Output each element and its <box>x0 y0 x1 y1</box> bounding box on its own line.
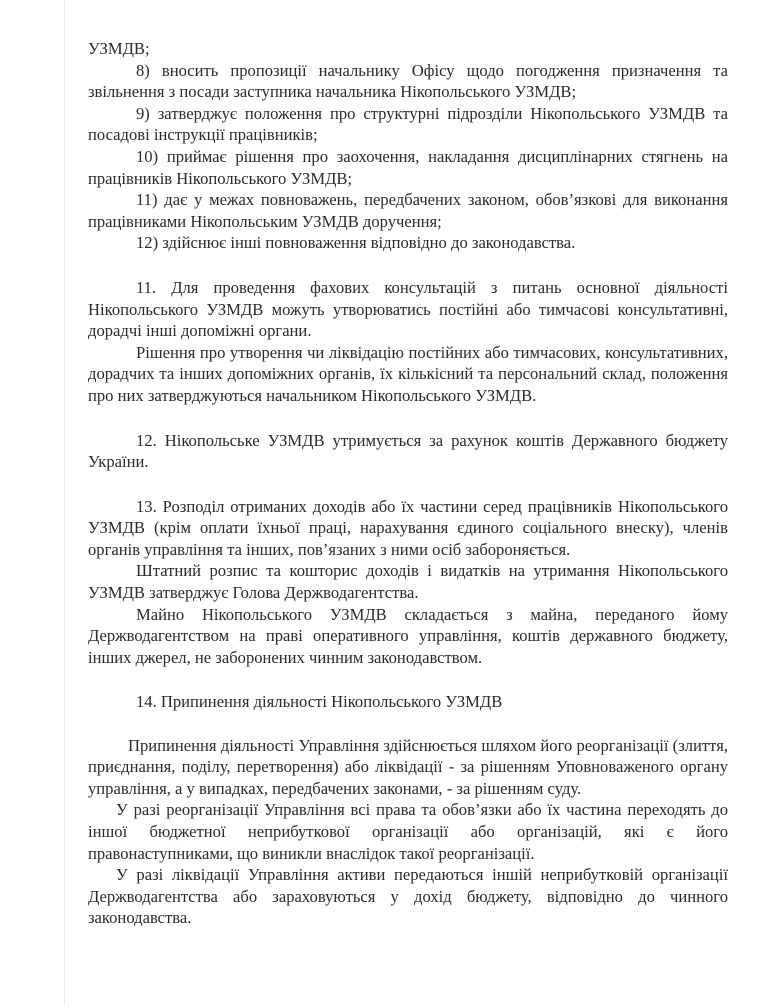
section-14-paragraph-2: У разі реорганізації Управління всі права та обов’язки або їх частина переходять до іншої бюджетної неприбуткової організації або організацій, які є його правонаступниками, що виникли внаслідок такої реорганізації. <box>88 800 728 863</box>
section-14-heading: 14. Припинення діяльності Нікопольського УЗМДВ <box>136 692 503 712</box>
section-13-paragraph-3: Майно Нікопольського УЗМДВ складається з майна, переданого йому Держводагентством на праві оперативного управління, коштів державного бюджету, інших джерел, не заборонених чинним законодавством. <box>88 604 728 667</box>
section-14-paragraph-1: Припинення діяльності Управління здійснюється шляхом його реорганізації (злиття, приєднання, поділу, перетворення) або ліквідації - за рішенням Уповноваженого органу управління, а у випадках, передбачених законами, - за рішенням суду. <box>88 735 728 798</box>
section-13-paragraph-1: 13. Розподіл отриманих доходів або їх частини серед працівників Нікопольського УЗМДВ (крім оплати їхньої праці, нарахування єдиного соціального внеску), членів органів управління та інших, пов’язаних з ними осіб забороняється. <box>88 496 728 559</box>
list-item-12: 12) здійснює інші повноваження відповідно до законодавства. <box>136 233 576 253</box>
list-item-11: 11) дає у межах повноважень, передбачених законом, обов’язкові для виконання працівниками Нікопольським УЗМДВ доручення; <box>88 190 728 231</box>
section-13-paragraph-2: Штатний розпис та кошторис доходів і видатків на утримання Нікопольського УЗМДВ затверджує Голова Держводагентства. <box>88 561 728 603</box>
section-12-paragraph-1: 12. Нікопольське УЗМДВ утримується за рахунок коштів Державного бюджету України. <box>88 430 728 472</box>
section-11-paragraph-1: 11. Для проведення фахових консультацій з питань основної діяльності Нікопольського УЗМДВ можуть утворюватись постійні або тимчасові консультативні, дорадчі інші допоміжні органи. <box>88 277 728 341</box>
list-item-8: 8) вносить пропозиції начальнику Офісу щодо погодження призначення та звільнення з посади заступника начальника Нікопольського УЗМДВ; <box>88 60 728 102</box>
document-page <box>88 38 728 929</box>
list-item-10: 10) приймає рішення про заохочення, накладання дисциплінарних стягнень на працівників Нікопольського УЗМДВ; <box>88 146 728 188</box>
section-11-paragraph-2: Рішення про утворення чи ліквідацію постійних або тимчасових, консультативних, дорадчих та інших допоміжних органів, їх кількісний та персональний склад, положення про них затверджуються начальником Нікопольського УЗМДВ. <box>88 342 728 405</box>
list-item-9: 9) затверджує положення про структурні підрозділи Нікопольського УЗМДВ та посадові інструкції працівників; <box>88 103 728 145</box>
section-14-paragraph-3: У разі ліквідації Управління активи передаються іншій неприбутковій організації Держводагентства або зараховуються у дохід бюджету, відповідно до чинного законодавства. <box>88 865 728 928</box>
continuation-line: УЗМДВ; <box>88 39 150 58</box>
scan-edge-line <box>64 0 65 1005</box>
